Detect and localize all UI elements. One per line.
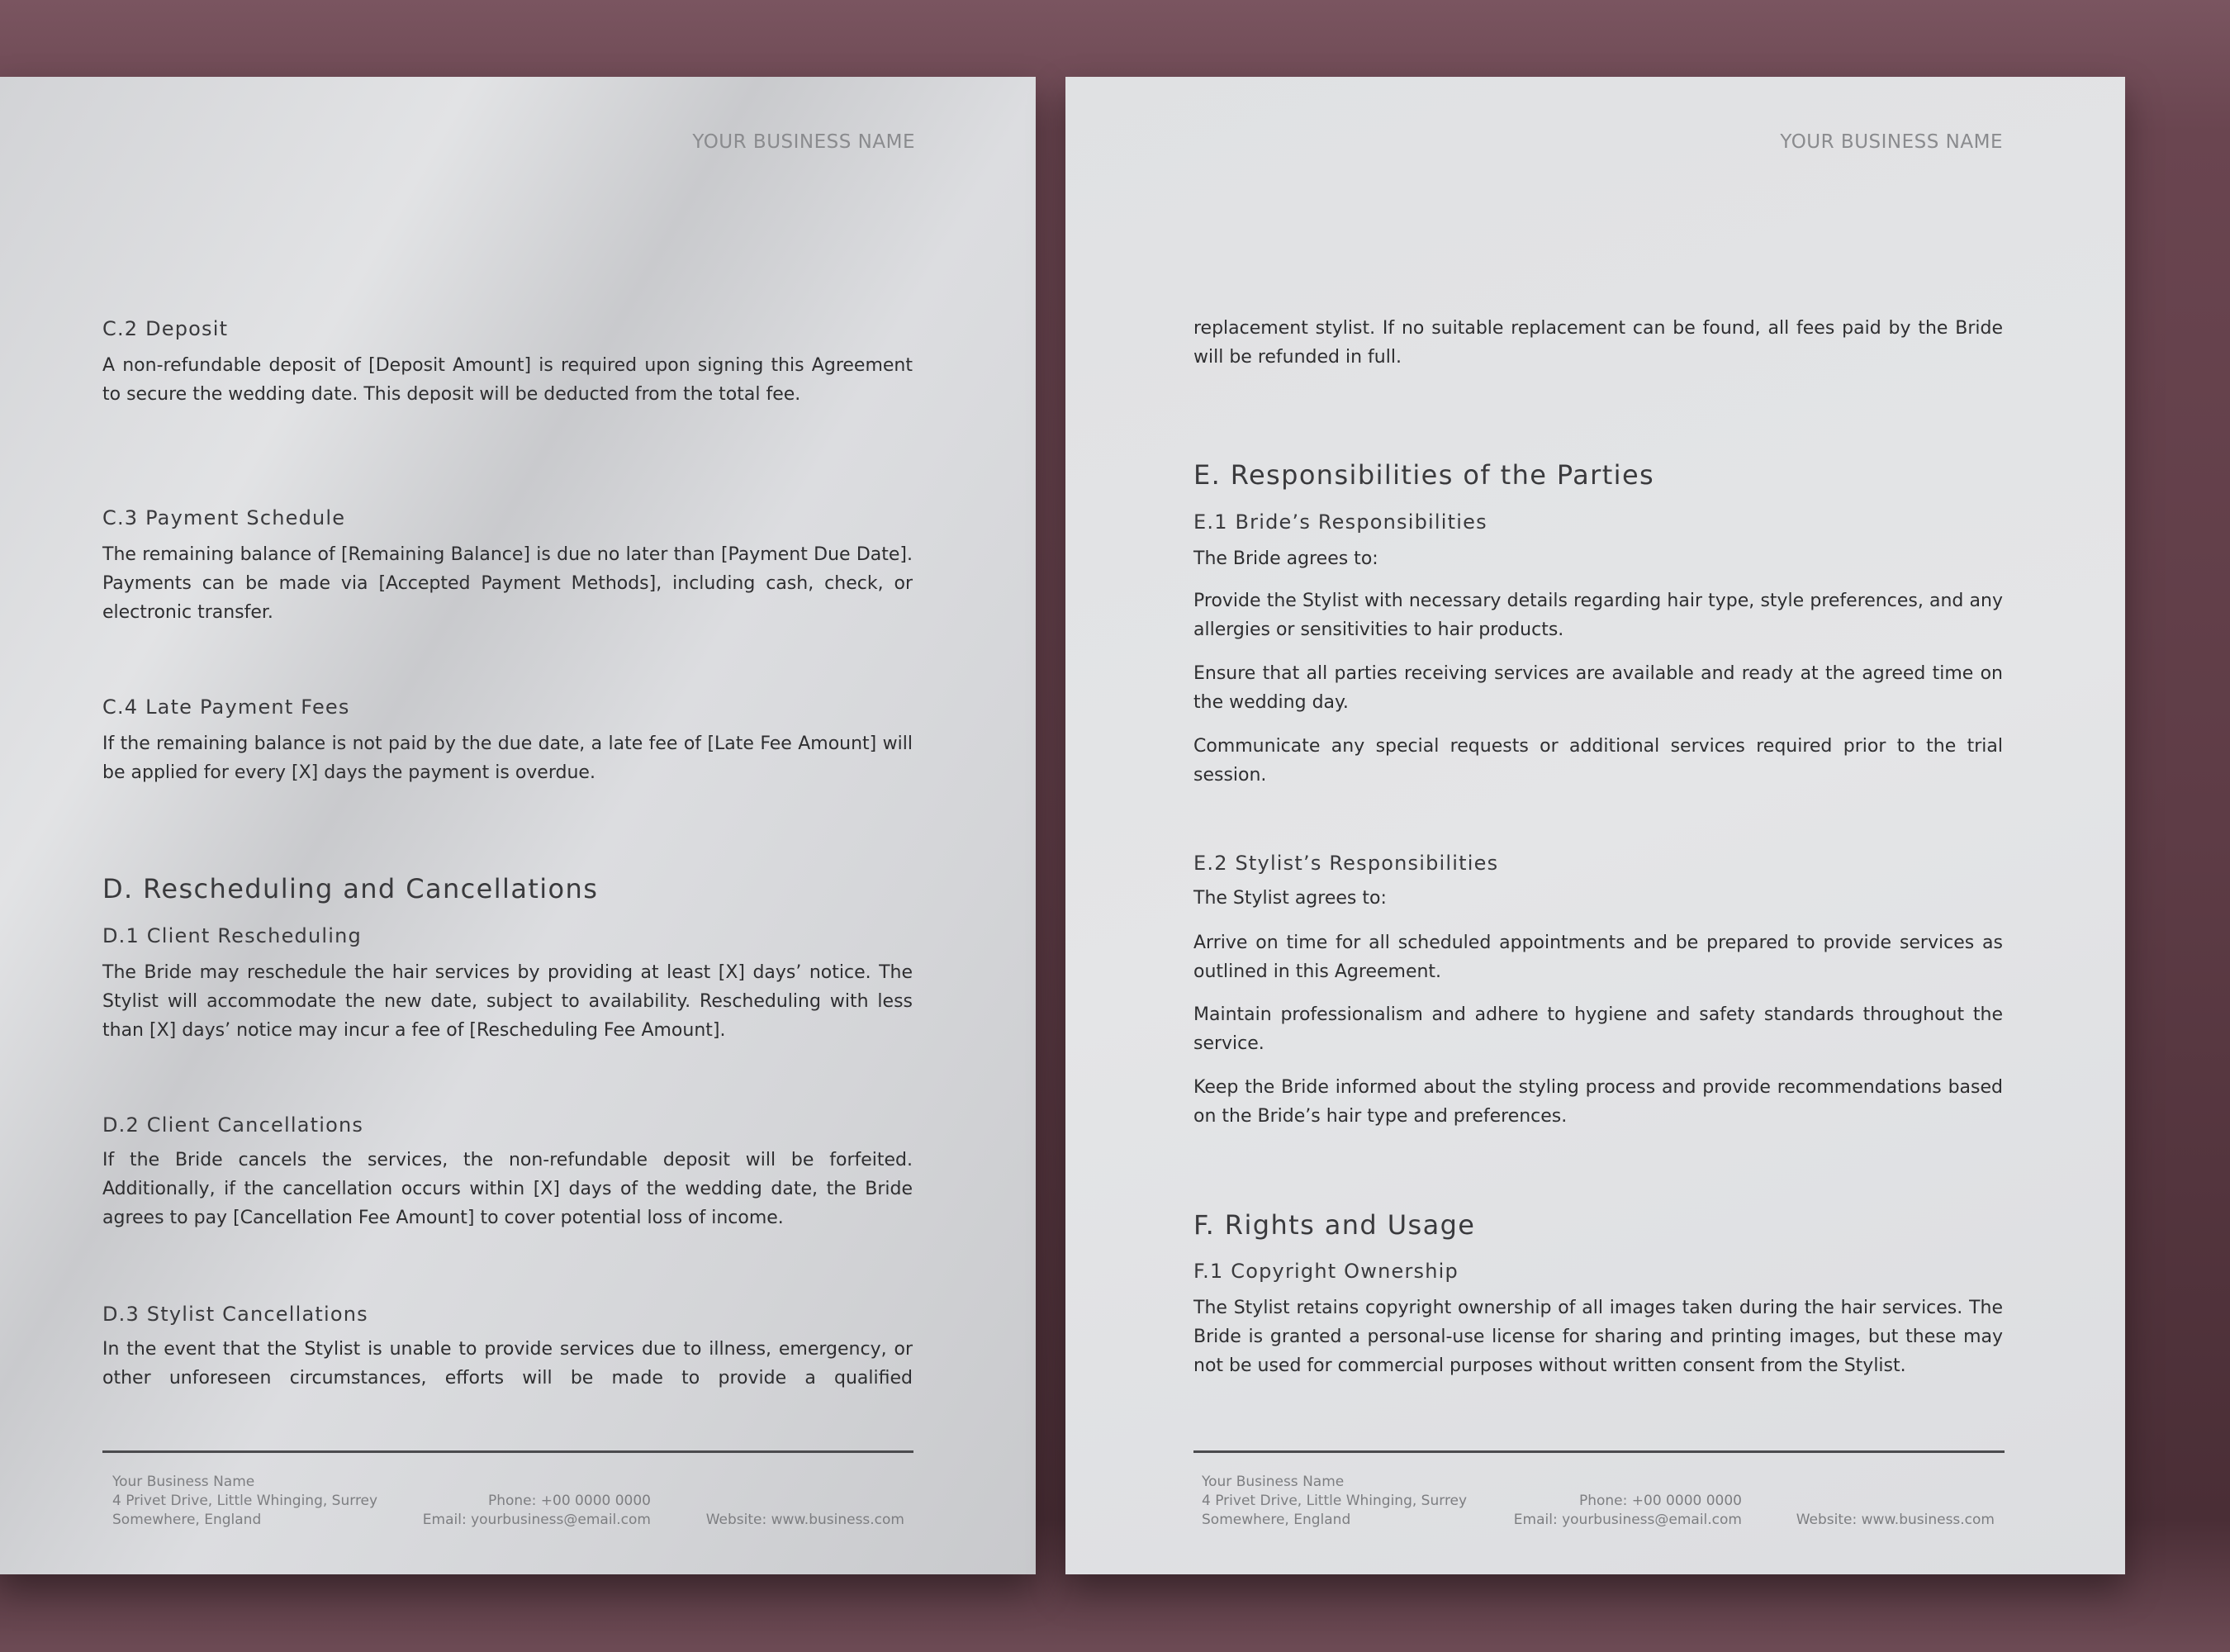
section-text-f1: The Stylist retains copyright ownership of all images taken during the hair services. The Bride is granted a personal-use license for sharing and printing images, but these may not be used for commercial purposes without written consent from the Stylist. (1193, 1298, 2003, 1376)
footer-address-line1: 4 Privet Drive, Little Whinging, Surrey (112, 1493, 378, 1509)
header-business-name: YOUR BUSINESS NAME (692, 131, 915, 153)
section-title-c3: C.3 Payment Schedule (102, 506, 346, 529)
document-page-right (1065, 77, 2125, 1574)
section-heading-e: E. Responsibilities of the Parties (1193, 459, 1655, 491)
footer-address (1202, 1473, 1467, 1530)
footer-phone: Phone: +00 0000 0000 (1578, 1493, 1742, 1509)
section-text-d1: The Bride may reschedule the hair services by providing at least [X] days’ notice. The Stylist will accommodate the new date, subject to availability. Rescheduling with less than [X] days’ notice may incur a fee of [Rescheduling Fee Amount]. (102, 962, 913, 1041)
footer-website: Website: www.business.com (1796, 1512, 1995, 1528)
list-item: Provide the Stylist with necessary details regarding hair type, style preferences, and any allergies or sensitivities to hair products. (1193, 591, 2003, 640)
footer-phone: Phone: +00 0000 0000 (487, 1493, 651, 1509)
section-text-c2: A non-refundable deposit of [Deposit Amount] is required upon signing this Agreement to secure the wedding date. This deposit will be deducted from the total fee. (102, 355, 913, 405)
footer-divider (1193, 1450, 2005, 1453)
section-title-d1: D.1 Client Rescheduling (102, 924, 362, 947)
section-text-d2: If the Bride cancels the services, the non-refundable deposit will be forfeited. Additionally, if the cancellation occurs within [X] days of the wedding date, the Bride agrees to pay [Cancellation Fee Amount] to cover potential loss of income. (102, 1150, 913, 1228)
section-heading-d: D. Rescheduling and Cancellations (102, 873, 599, 904)
section-title-d3: D.3 Stylist Cancellations (102, 1303, 368, 1326)
list-item: Maintain professionalism and adhere to hygiene and safety standards throughout the service. (1193, 1004, 2003, 1054)
footer-contact (396, 1492, 651, 1530)
section-title-d2: D.2 Client Cancellations (102, 1113, 364, 1137)
footer-email: Email: yourbusiness@email.com (422, 1512, 651, 1528)
footer-address (112, 1473, 377, 1530)
document-page-left (0, 77, 1036, 1574)
section-title-e1: E.1 Bride’s Responsibilities (1193, 510, 1487, 534)
footer-website: Website: www.business.com (705, 1512, 904, 1528)
section-title-c4: C.4 Late Payment Fees (102, 695, 350, 719)
footer-email: Email: yourbusiness@email.com (1513, 1512, 1742, 1528)
footer-address-line1: 4 Privet Drive, Little Whinging, Surrey (1202, 1493, 1468, 1509)
footer-address-line2: Somewhere, England (112, 1512, 262, 1528)
section-heading-f: F. Rights and Usage (1193, 1209, 1476, 1241)
section-text-d3: In the event that the Stylist is unable to provide services due to illness, emergency, or other unforeseen circumstances, efforts will be made to provide a qualified (102, 1339, 913, 1389)
list-item: Arrive on time for all scheduled appointments and be prepared to provide services as outlined in this Agreement. (1193, 933, 2003, 982)
footer-address-line2: Somewhere, England (1202, 1512, 1351, 1528)
footer-business-name: Your Business Name (112, 1474, 255, 1490)
section-title-f1: F.1 Copyright Ownership (1193, 1260, 1459, 1283)
footer-business-name: Your Business Name (1202, 1474, 1345, 1490)
header-business-name: YOUR BUSINESS NAME (1780, 131, 2003, 153)
list-item: Keep the Bride informed about the styling process and provide recommendations based on the Bride’s hair type and preferences. (1193, 1077, 2003, 1127)
section-intro-e2: The Stylist agrees to: (1193, 888, 1387, 909)
section-intro-e1: The Bride agrees to: (1193, 548, 1378, 569)
section-text-c3: The remaining balance of [Remaining Balance] is due no later than [Payment Due Date]. Payments can be made via [Accepted Payment Methods], including cash, check, or electronic transfer. (102, 544, 913, 623)
list-item: Ensure that all parties receiving services are available and ready at the agreed time on the wedding day. (1193, 663, 2003, 713)
list-item: Communicate any special requests or additional services required prior to the trial session. (1193, 736, 2003, 786)
section-title-c2: C.2 Deposit (102, 317, 229, 340)
footer-divider (102, 1450, 913, 1453)
section-title-e2: E.2 Stylist’s Responsibilities (1193, 852, 1499, 875)
section-text-d3-continued: replacement stylist. If no suitable replacement can be found, all fees paid by the Bride will be refunded in full. (1193, 318, 2003, 368)
section-text-c4: If the remaining balance is not paid by the due date, a late fee of [Late Fee Amount] will be applied for every [X] days the payment is overdue. (102, 733, 913, 783)
footer-contact (1487, 1492, 1742, 1530)
